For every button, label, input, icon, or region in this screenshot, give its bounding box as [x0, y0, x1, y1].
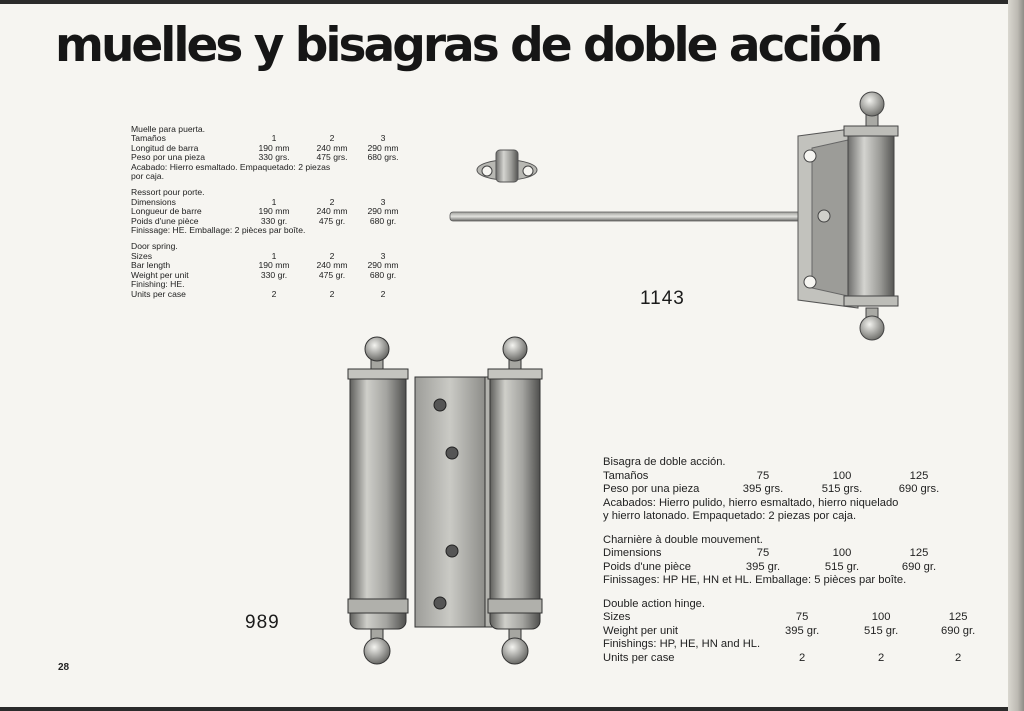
- spec-note: por caja.: [131, 171, 164, 182]
- spec-value: 330 gr.: [260, 269, 288, 280]
- spec-table: [131, 198, 407, 226]
- spec-value: 2: [271, 288, 277, 299]
- spec-value: 1: [271, 196, 277, 207]
- spec-table: [603, 470, 959, 497]
- hinge-specs: [603, 456, 998, 672]
- spec-value: 290 mm: [367, 260, 399, 271]
- spec-value: 395 grs.: [742, 483, 784, 495]
- spec-label: Finishings: HP, HE, HN and HL.: [603, 638, 761, 650]
- hinge-model-number: 989: [245, 612, 280, 633]
- spec-label: Sizes: [131, 250, 153, 261]
- spec-label: Peso por una pieza: [603, 483, 700, 495]
- hinge-leaf: [415, 377, 485, 627]
- spec-value: 690 gr.: [901, 560, 937, 573]
- spec-label: Tamaños: [603, 469, 649, 482]
- bar-clip: [477, 150, 537, 182]
- spec-value: 680 grs.: [367, 152, 399, 163]
- spec-value: 125: [948, 611, 968, 623]
- spring-specs-es: [131, 125, 407, 181]
- page-number: 28: [58, 662, 70, 673]
- spec-label: Longitud de barra: [131, 142, 199, 153]
- spec-value: 125: [909, 469, 929, 482]
- spec-row: [131, 290, 407, 299]
- double-action-hinge-illustration: [340, 333, 555, 673]
- spec-value: 240 mm: [316, 260, 348, 271]
- spec-heading: Muelle para puerta.: [131, 124, 206, 134]
- spec-row: [603, 561, 959, 575]
- spec-value: 515 grs.: [821, 483, 863, 495]
- spec-heading: Ressort pour porte.: [131, 187, 205, 198]
- spec-value: 1: [271, 250, 277, 261]
- spec-heading: Bisagra de doble acción.: [603, 456, 726, 468]
- spec-label: Tamaños: [131, 133, 166, 144]
- spec-value: 680 gr.: [369, 269, 397, 280]
- spec-label: Units per case: [603, 651, 675, 664]
- spring-model-number: 1143: [640, 288, 685, 309]
- spec-value: 190 mm: [258, 206, 290, 217]
- hinge-barrel-right: [490, 371, 540, 629]
- spec-row: [603, 547, 959, 561]
- spec-note: Acabados: Hierro pulido, hierro esmaltado, hierro niquelado: [603, 496, 899, 509]
- spec-heading: Double action hinge.: [603, 597, 706, 610]
- spec-row: [603, 483, 959, 497]
- spec-value: 100: [871, 611, 891, 623]
- spec-table: [603, 547, 959, 574]
- spec-row: [603, 652, 998, 666]
- spec-value: [918, 638, 998, 652]
- spec-value: 330 grs.: [258, 152, 290, 163]
- spec-value: 3: [380, 133, 386, 144]
- spec-label: Weight per unit: [603, 624, 679, 637]
- page-edge: [1008, 0, 1024, 711]
- spec-row: [603, 470, 959, 484]
- hinge-specs-fr: [603, 534, 998, 588]
- spec-row: [603, 638, 998, 652]
- spring-specs-fr: [131, 188, 407, 235]
- spec-value: 190 mm: [258, 142, 290, 153]
- spec-heading: Charnière à double mouvement.: [603, 533, 763, 546]
- spec-value: 690 gr.: [941, 624, 976, 637]
- spec-note: Finissage: HE. Emballage: 2 pièces par boîte.: [131, 225, 306, 236]
- spec-value: 75: [756, 469, 770, 482]
- spec-value: 515 gr.: [824, 560, 860, 573]
- spec-value: 690 grs.: [898, 483, 940, 495]
- spec-value: 680 gr.: [369, 215, 397, 226]
- spec-label: Weight per unit: [131, 269, 189, 280]
- spring-specs: [131, 125, 407, 306]
- spec-label: Bar length: [131, 260, 171, 271]
- spec-table: [603, 611, 998, 665]
- spec-heading: Door spring.: [131, 241, 178, 252]
- spec-table: [131, 252, 407, 299]
- spec-value: 475 grs.: [316, 152, 348, 163]
- spec-value: [844, 638, 918, 652]
- spec-label: Poids d'une pièce: [131, 215, 199, 226]
- spring-cylinder: [848, 128, 894, 306]
- spec-value: 75: [795, 611, 809, 623]
- spec-value: 475 gr.: [318, 269, 346, 280]
- spec-value: 2: [877, 651, 885, 664]
- spec-value: 2: [329, 288, 335, 299]
- spec-row: [603, 611, 998, 625]
- hinge-specs-es: [603, 456, 998, 524]
- spec-value: 190 mm: [258, 260, 290, 271]
- spec-value: 395 gr.: [745, 560, 781, 573]
- hinge-specs-en: [603, 598, 998, 666]
- spec-note: y hierro latonado. Empaquetado: 2 piezas por caja.: [603, 510, 857, 522]
- spec-label: Finishing: HE.: [131, 279, 185, 290]
- spec-table: [131, 134, 407, 162]
- spec-value: 100: [832, 547, 852, 559]
- spec-value: 2: [329, 133, 335, 144]
- spec-value: 2: [380, 288, 386, 299]
- hinge-barrel-left: [350, 371, 406, 629]
- spring-bar: [450, 212, 820, 221]
- spec-value: 240 mm: [316, 142, 348, 153]
- spec-value: 100: [832, 469, 852, 482]
- spec-value: 2: [954, 651, 962, 664]
- spec-label: Units per case: [131, 288, 186, 299]
- spec-label: Longueur de barre: [131, 206, 202, 217]
- spec-value: 515 gr.: [864, 624, 899, 637]
- spec-value: 2: [798, 651, 806, 664]
- page-title: muelles y bisagras de doble acción: [55, 18, 881, 73]
- spec-note: Acabado: Hierro esmaltado. Empaquetado: 2 piezas: [131, 161, 331, 172]
- spec-value: 2: [329, 250, 335, 261]
- spec-value: 3: [380, 250, 386, 261]
- spec-value: 475 gr.: [318, 215, 346, 226]
- spec-value: 395 gr.: [785, 624, 820, 637]
- spec-note: Finissages: HP HE, HN et HL. Emballage: 5 pièces par boîte.: [603, 574, 907, 586]
- spec-value: 240 mm: [316, 206, 348, 217]
- spec-label: Dimensions: [603, 547, 662, 559]
- spec-value: 1: [271, 133, 277, 144]
- spec-value: 3: [380, 196, 386, 207]
- spring-specs-en: [131, 242, 407, 298]
- spec-value: 290 mm: [367, 206, 399, 217]
- spec-value: 290 mm: [367, 142, 399, 153]
- spec-value: 125: [909, 547, 929, 559]
- spec-value: 330 gr.: [260, 215, 288, 226]
- spec-label: Sizes: [603, 611, 631, 623]
- spec-value: [760, 638, 844, 652]
- spec-label: Peso por una pieza: [131, 152, 206, 163]
- spec-label: Dimensions: [131, 196, 176, 207]
- spec-value: 75: [756, 547, 770, 559]
- door-spring-illustration: [440, 88, 920, 348]
- spec-row: [603, 625, 998, 639]
- spec-value: 2: [329, 196, 335, 207]
- spec-label: Poids d'une pièce: [603, 560, 691, 573]
